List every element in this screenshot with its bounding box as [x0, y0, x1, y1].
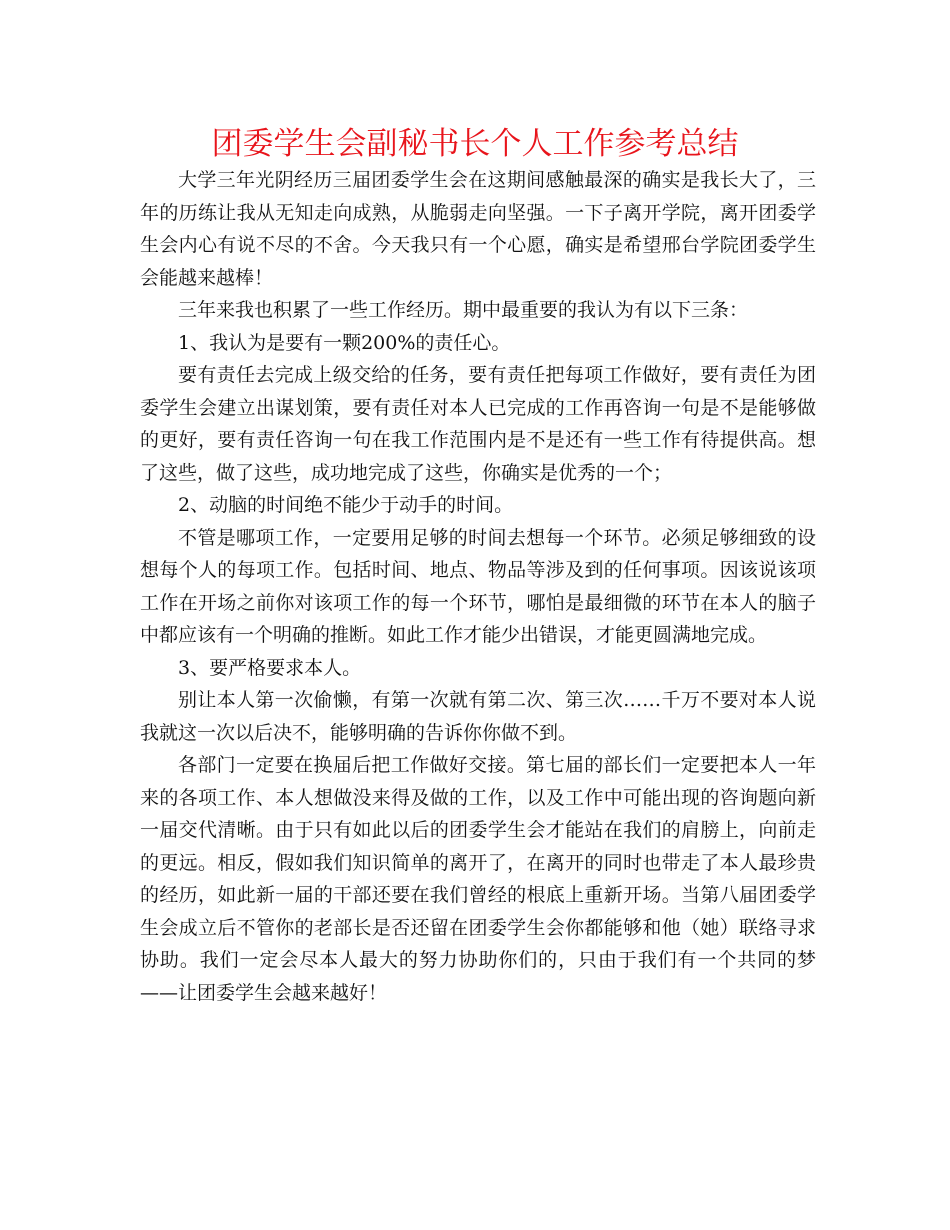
- point-1-heading: 1、我认为是要有一颗200%的责任心。: [178, 331, 511, 354]
- point-3-body: 别让本人第一次偷懒，有第一次就有第二次、第三次……千万不要对本人说我就这一次以后决不，能够明确的告诉你你做不到。: [140, 689, 816, 744]
- paragraph-intro: 大学三年光阴经历三届团委学生会在这期间感触最深的确实是我长大了，三年的历练让我从无知走向成熟，从脆弱走向坚强。一下子离开学院，离开团委学生会内心有说不尽的不舍。今天我只有一个心愿，确实是希望邢台学院团委学生会能越来越棒！: [140, 169, 816, 289]
- paragraph-experience-lead: 三年来我也积累了一些工作经历。期中最重要的我认为有以下三条：: [178, 299, 749, 321]
- paragraph-handover: 各部门一定要在换届后把工作做好交接。第七届的部长们一定要把本人一年来的各项工作、本人想做没来得及做的工作，以及工作中可能出现的咨询题向新一届交代清晰。由于只有如此以后的团委学生会才能站在我们的肩膀上，向前走的更远。相反，假如我们知识简单的离开了，在离开的同时也带走了本人最珍贵的经历，如此新一届的干部还要在我们曾经的根底上重新开场。当第八届团委学生会成立后不管你的老部长是否还留在团委学生会你都能够和他（她）联络寻求协助。我们一定会尽本人最大的努力协助你们的，只由于我们有一个共同的梦——让团委学生会越来越好！: [140, 754, 816, 1004]
- point-1-body: 要有责任去完成上级交给的任务，要有责任把每项工作做好，要有责任为团委学生会建立出谋划策，要有责任对本人已完成的工作再咨询一句是不是能够做的更好，要有责任咨询一句在我工作范围内是不是还有一些工作有待提供高。想了这些，做了这些，成功地完成了这些，你确实是优秀的一个；: [140, 364, 816, 484]
- document-body: [140, 164, 816, 1009]
- document-title: 团委学生会副秘书长个人工作参考总结: [211, 126, 739, 162]
- point-2-body: 不管是哪项工作，一定要用足够的时间去想每一个环节。必须足够细致的设想每个人的每项工作。包括时间、地点、物品等涉及到的任何事项。因该说该项工作在开场之前你对该项工作的每一个环节，哪怕是最细微的环节在本人的脑子中都应该有一个明确的推断。如此工作才能少出错误，才能更圆满地完成。: [140, 526, 816, 646]
- point-2-heading: 2、动脑的时间绝不能少于动手的时间。: [178, 494, 514, 516]
- point-3-heading: 3、要严格要求本人。: [178, 656, 362, 679]
